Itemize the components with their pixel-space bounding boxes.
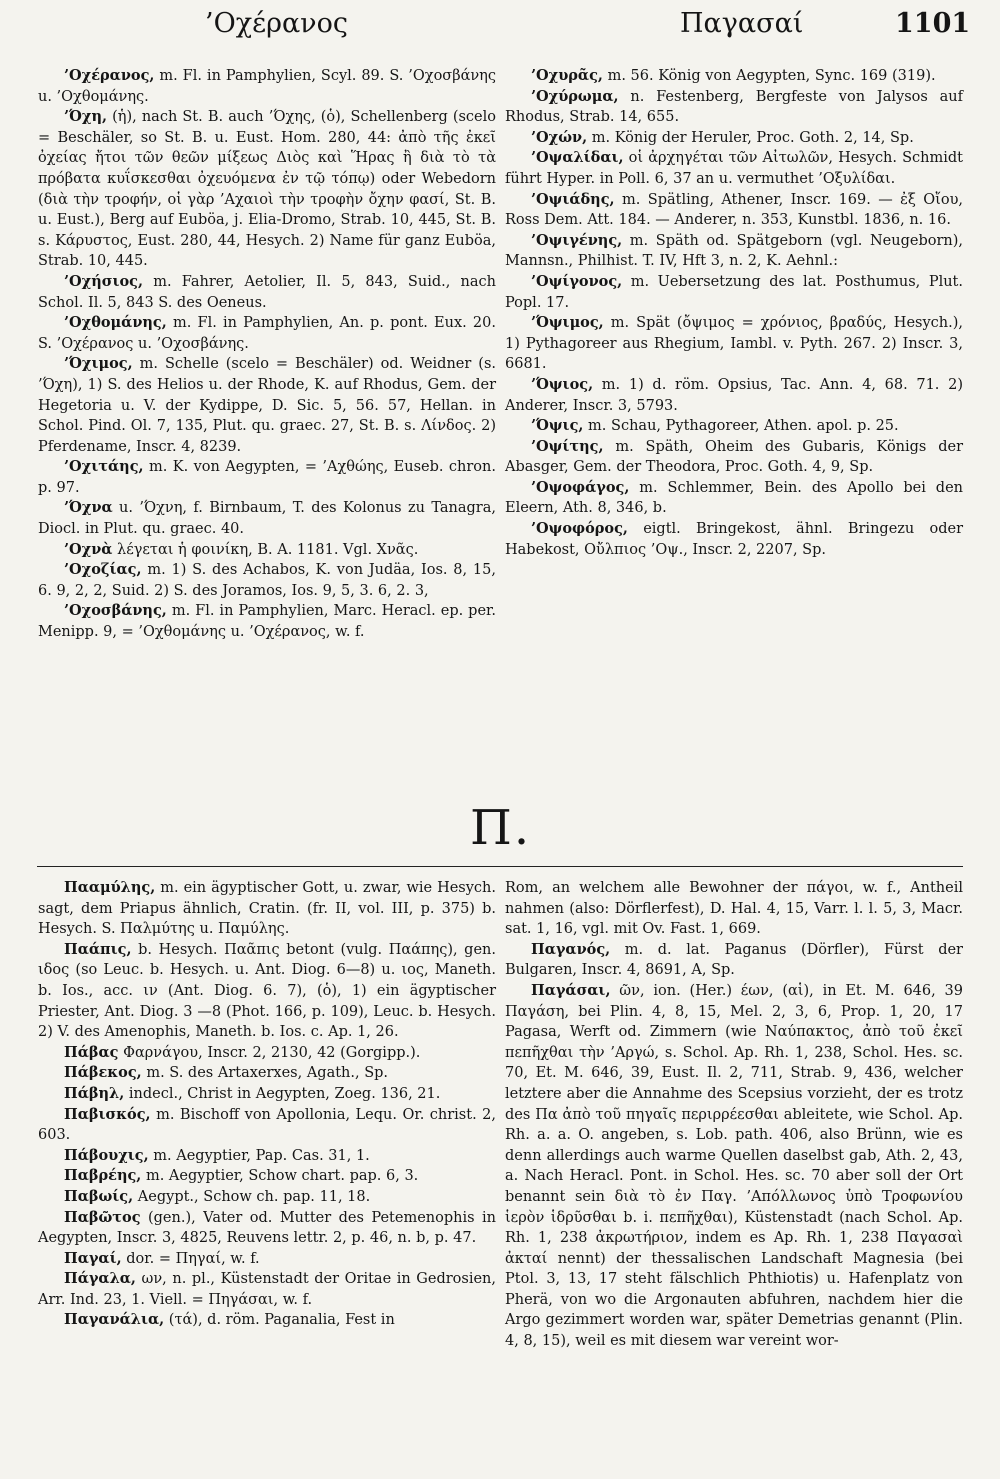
entry-text: m. d. lat. Paganus (Dörfler), Fürst der Bulgaren, Inscr. 4, 8691, A, Sp. [505, 941, 963, 979]
dictionary-entry [505, 148, 963, 189]
entry-headword: ’Οχνὰ [64, 540, 113, 558]
dictionary-entry [505, 375, 963, 416]
dictionary-entry [38, 1166, 496, 1187]
dictionary-entry [38, 1084, 496, 1105]
entry-headword: ’Οχιτάης, [64, 458, 144, 476]
running-head-right: Παγασαί [680, 8, 804, 39]
entry-headword: Πάβηλ, [64, 1084, 125, 1102]
entry-headword: Παβρέης, [64, 1167, 142, 1185]
dictionary-entry [505, 313, 963, 375]
entry-text: m. Schau, Pythagoreer, Athen. apol. p. 25. [583, 418, 899, 435]
dictionary-entry [505, 981, 963, 1352]
entry-text: m. Aegyptier, Schow chart. pap. 6, 3. [141, 1168, 419, 1185]
dictionary-entry [38, 1105, 496, 1146]
dictionary-entry [505, 231, 963, 272]
dictionary-entry [505, 478, 963, 519]
entry-text: m. Späth, Oheim des Gubaris, Königs der Abasger, Gem. der Theodora, Proc. Goth. 4, 9, Sp. [505, 438, 963, 476]
entry-text: n. Festenberg, Bergfeste von Jalysos auf Rhodus, Strab. 14, 655. [505, 88, 963, 126]
entry-headword: Παγαί, [64, 1249, 122, 1267]
entry-text: m. Spätling, Athener, Inscr. 169. — ἐξ Οἴου, Ross Dem. Att. 184. — Anderer, n. 353, Kunstbl. 1836, n. 16. [505, 191, 963, 229]
entry-headword: Παγάσαι, [531, 981, 611, 999]
entry-text: οἱ ἀρχηγέται τῶν Αἰτωλῶν, Hesych. Schmidt führt Hyper. in Poll. 6, 37 an u. vermuthet ’Οξυλίδαι. [505, 150, 963, 187]
entry-text: m. Fl. in Pamphylien, Scyl. 89. S. ’Οχοσβάνης u. ’Οχθομάνης. [38, 68, 496, 105]
entry-text: m. K. von Aegypten, = ’Αχθώης, Euseb. chron. p. 97. [38, 459, 496, 496]
entry-text: m. 1) d. röm. Opsius, Tac. Ann. 4, 68. 71. 2) Anderer, Inscr. 3, 5793. [505, 376, 963, 414]
entry-text: b. Hesych. Παᾶπις betont (vulg. Παάπης), gen. ιδος (so Leuc. b. Hesych. u. Ant. Diog. 6—8) u. ιος, Maneth. b. Ios., acc. ιν (Ant. Diog. 6. 7), (ὁ), 1) ein ägyptischer Priester, Ant. Diog. 3 —8 (Phot. 166, p. 109), Leuc. b. Hesych. 2) V. des Amenophis, Maneth. b. Ios. c. Ap. 1, 26. [38, 941, 496, 1041]
dictionary-entry [505, 190, 963, 231]
dictionary-entry [38, 1310, 496, 1331]
dictionary-entry [38, 1249, 496, 1270]
entry-text: m. Bischoff von Apollonia, Lequ. Or. christ. 2, 603. [38, 1106, 496, 1144]
entry-text: dor. = Πηγαί, w. f. [121, 1250, 260, 1267]
dictionary-entry [38, 313, 496, 354]
dictionary-entry [38, 498, 496, 539]
entry-text: (ἡ), nach St. B. auch ’Όχης, (ὁ), Schellenberg (scelo = Beschäler, so St. B. u. Eust. Hom. 280, 44: ἀπὸ τῆς ἐκεῖ ὀχείας ἤτοι τῶν θεῶν μίξεως Διὸς καὶ Ἥρας ἢ διὰ τὸ τὰ πρόβατα κυΐσκεσθαι ὀχευόμενα ἐν τῷ τόπῳ) oder Webedorn (διὰ τὴν τροφήν, οἱ γὰρ ’Αχαιοὶ τὴν τροφὴν ὄχην φασί, St. B. u. Eust.), Berg auf Euböa, j. Elia-Dromo, Strab. 10, 445, St. B. s. Κάρυστος, Eust. 280, 44, Hesych. 2) Name für ganz Euböa, Strab. 10, 445. [38, 109, 496, 270]
entry-headword: ’Όχνα [64, 499, 113, 517]
dictionary-entry [505, 878, 963, 940]
dictionary-entry [38, 1063, 496, 1084]
dictionary-entry [505, 272, 963, 313]
entry-headword: ’Οχυρᾶς, [531, 67, 603, 84]
entry-text: indecl., Christ in Aegypten, Zoeg. 136, 21. [124, 1085, 441, 1102]
dictionary-entry [38, 272, 496, 313]
entry-headword: ’Οψοφάγος, [531, 478, 630, 496]
entry-headword: ’Οχών, [531, 128, 588, 146]
dictionary-entry [505, 519, 963, 560]
entry-text: m. König der Heruler, Proc. Goth. 2, 14, Sp. [587, 129, 914, 146]
entry-text: Φαρνάγου, Inscr. 2, 2130, 42 (Gorgipp.). [118, 1044, 421, 1061]
entry-text: ων, n. pl., Küstenstadt der Oritae in Gedrosien, Arr. Ind. 23, 1. Viell. = Πηγάσαι, w. f. [38, 1271, 496, 1308]
entry-headword: ’Οψίγονος, [531, 272, 623, 290]
dictionary-entry [38, 1043, 496, 1064]
column-bottom-left [38, 878, 496, 1331]
running-head-left: ’Οχέρανος [205, 8, 348, 39]
entry-headword: Πάβουχις, [64, 1146, 149, 1164]
page-number: 1101 [895, 8, 971, 39]
dictionary-entry [38, 107, 496, 272]
entry-headword: Παγανάλια, [64, 1311, 165, 1329]
entry-text: m. Späth od. Spätgeborn (vgl. Neugeborn), Mannsn., Philhist. T. IV, Hft 3, n. 2, K. Aehnl.: [505, 232, 963, 270]
entry-headword: ’Οψιάδης, [531, 190, 615, 208]
entry-headword: ’Οχθομάνης, [64, 314, 167, 332]
entry-text: Aegypt., Schow ch. pap. 11, 18. [133, 1188, 371, 1205]
dictionary-entry [38, 457, 496, 498]
entry-headword: Παβισκός, [64, 1105, 151, 1123]
entry-text: m. Uebersetzung des lat. Posthumus, Plut. Popl. 17. [505, 273, 963, 311]
entry-headword: ’Οχοζίας, [64, 561, 142, 579]
dictionary-entry [38, 878, 496, 940]
dictionary-entry [505, 128, 963, 149]
entry-text: m. Fahrer, Aetolier, Il. 5, 843, Suid., nach Schol. Il. 5, 843 S. des Oeneus. [38, 273, 496, 311]
entry-text: m. Aegyptier, Pap. Cas. 31, 1. [148, 1147, 370, 1164]
entry-headword: ’Όχιμος, [64, 355, 133, 373]
entry-text: (τά), d. röm. Paganalia, Fest in [164, 1312, 395, 1329]
dictionary-entry [38, 66, 496, 107]
section-letter: Π. [470, 800, 532, 856]
entry-headword: ’Όχη, [64, 108, 108, 126]
entry-headword: ’Οχοσβάνης, [64, 602, 167, 620]
entry-text: m. Fl. in Pamphylien, Marc. Heracl. ep. per. Menipp. 9, = ’Οχθομάνης u. ’Οχέρανος, w. f. [38, 603, 496, 641]
entry-headword: Πάβας [64, 1043, 119, 1061]
entry-text: m. Fl. in Pamphylien, An. p. pont. Eux. 20. S. ’Οχέρανος u. ’Οχοσβάνης. [38, 315, 496, 352]
entry-headword: ’Όψιος, [531, 375, 594, 393]
dictionary-entry [505, 87, 963, 128]
entry-text: m. S. des Artaxerxes, Agath., Sp. [141, 1065, 389, 1082]
entry-headword: Παβῶτος [64, 1208, 141, 1226]
dictionary-entry [38, 1269, 496, 1310]
column-bottom-right [505, 878, 963, 1352]
dictionary-entry [38, 1208, 496, 1249]
entry-headword: Παάπις, [64, 940, 132, 958]
dictionary-entry [38, 601, 496, 642]
column-top-left [38, 66, 496, 643]
entry-text: m. 1) S. des Achabos, K. von Judäa, Ios. 8, 15, 6. 9, 2, 2, Suid. 2) S. des Joramos, Ios. 9, 5, 3. 6, 2. 3, [38, 562, 496, 599]
entry-headword: ’Οψιγένης, [531, 231, 623, 249]
dictionary-entry [38, 1146, 496, 1167]
entry-headword: ’Οχύρωμα, [531, 87, 619, 105]
entry-headword: ’Οψίτης, [531, 437, 604, 455]
entry-headword: Παγανός, [531, 940, 611, 958]
entry-headword: Πάβεκος, [64, 1064, 142, 1082]
entry-text: m. Schelle (scelo = Beschäler) od. Weidner (s. ’Όχη), 1) S. des Helios u. der Rhode, K. auf Rhodus, Gem. der Hegetoria u. V. der Kydippe, D. Sic. 5, 56. 57, Hellan. in Schol. Pind. Ol. 7, 135, Plut. qu. graec. 27, St. B. s. Λίνδος. 2) Pferdename, Inscr. 4, 8239. [38, 356, 496, 455]
entry-text: eigtl. Bringekost, ähnl. Bringezu oder Habekost, Οὔλπιος ’Οψ., Inscr. 2, 2207, Sp. [505, 521, 963, 558]
entry-headword: Παβωίς, [64, 1187, 134, 1205]
entry-text: m. Spät (ὄψιμος = χρόνιος, βραδύς, Hesych.), 1) Pythagoreer aus Rhegium, Iambl. v. Pyth. 267. 2) Inscr. 3, 6681. [505, 315, 963, 373]
dictionary-entry [505, 66, 963, 87]
dictionary-entry [505, 940, 963, 981]
entry-headword: ’Όψιμος, [531, 314, 604, 332]
dictionary-entry [38, 560, 496, 601]
entry-text: (gen.), Vater od. Mutter des Petemenophis in Aegypten, Inscr. 3, 4825, Reuvens lettr. 2, p. 46, n. b, p. 47. [38, 1209, 496, 1247]
entry-text: ῶν, ion. (Her.) έων, (αἱ), in Et. M. 646, 39 Παγάση, bei Plin. 4, 8, 15, Mel. 2, 3, 6, Prop. 1, 20, 17 Pagasa, Werft od. Zimmern (wie Ναύπακτος, ἀπὸ τοῦ ἐκεῖ πεπῆχθαι τὴν ’Αργώ, s. Schol. Ap. Rh. 1, 238, Schol. Hes. sc. 70, Et. M. 646, 39, Eust. Il. 2, 711, Strab. 9, 436, welcher letztere aber die Annahme des Scepsius vorzieht, der es trotz des Πα ἀπὸ τοῦ πηγαῖς περιρρέεσθαι ableitete, wie Schol. Ap. Rh. a. a. O. angeben, s. Lob. path. 406, also Brünn, wie es denn allerdings auch warme Quellen daselbst gab, Ath. 2, 43, a. Nach Heracl. Pont. in Schol. Hes. sc. 70 aber soll der Ort benannt sein διὰ τὸ ἐν Παγ. ’Απόλλωνος ὑπὸ Τροφωνίου ἱερὸν ἱδρῦσθαι b. i. πεπῆχθαι), Küstenstadt (nach Schol. Ap. Rh. 1, 238 ἀκρωτήριον, indem es Ap. Rh. 1, 238 Παγασαὶ ἀκταί nennt) der thessalischen Landschaft Magnesia (bei Ptol. 3, 13, 17 steht fälschlich Phthiotis) u. Hafenplatz von Pherä, von wo die Argonauten abfuhren, nachdem hier die Argo gezimmert worden war, später Demetrias genannt (Plin. 4, 8, 15), weil es mit diesem war vereint wor- [505, 982, 963, 1350]
entry-text: u. ’Όχνη, f. Birnbaum, T. des Kolonus zu Tanagra, Diocl. in Plut. qu. graec. 40. [38, 500, 496, 538]
dictionary-entry [505, 437, 963, 478]
entry-headword: ’Όψις, [531, 417, 584, 435]
entry-headword: Πάγαλα, [64, 1270, 136, 1288]
section-rule [37, 866, 963, 867]
dictionary-entry [38, 354, 496, 457]
entry-headword: ’Οχήσιος, [64, 272, 144, 290]
entry-text: m. 56. König von Aegypten, Sync. 169 (319). [602, 68, 936, 84]
dictionary-entry [38, 1187, 496, 1208]
entry-text: m. ein ägyptischer Gott, u. zwar, wie Hesych. sagt, dem Priapus ähnlich, Cratin. (fr. II, vol. III, p. 375) b. Hesych. S. Παλμύτης u. Παμύλης. [38, 880, 496, 938]
entry-text: λέγεται ἡ φοινίκη, B. A. 1181. Vgl. Χνᾶς. [112, 541, 419, 558]
entry-headword: ’Οχέρανος, [64, 67, 155, 84]
entry-headword: Πααμύλης, [64, 879, 156, 896]
dictionary-entry [505, 416, 963, 437]
entry-text: m. Schlemmer, Bein. des Apollo bei den Eleern, Ath. 8, 346, b. [505, 479, 963, 517]
dictionary-entry [38, 940, 496, 1043]
entry-headword: ’Οψαλίδαι, [531, 149, 624, 167]
entry-text: Rom, an welchem alle Bewohner der πάγοι, w. f., Antheil nahmen (also: Dörflerfest), D. Hal. 4, 15, Varr. l. l. 5, 3, Macr. sat. 1, 16, vgl. mit Ov. Fast. 1, 669. [505, 880, 963, 938]
entry-headword: ’Οψοφόρος, [531, 520, 628, 538]
column-top-right [505, 66, 963, 560]
dictionary-entry [38, 540, 496, 561]
